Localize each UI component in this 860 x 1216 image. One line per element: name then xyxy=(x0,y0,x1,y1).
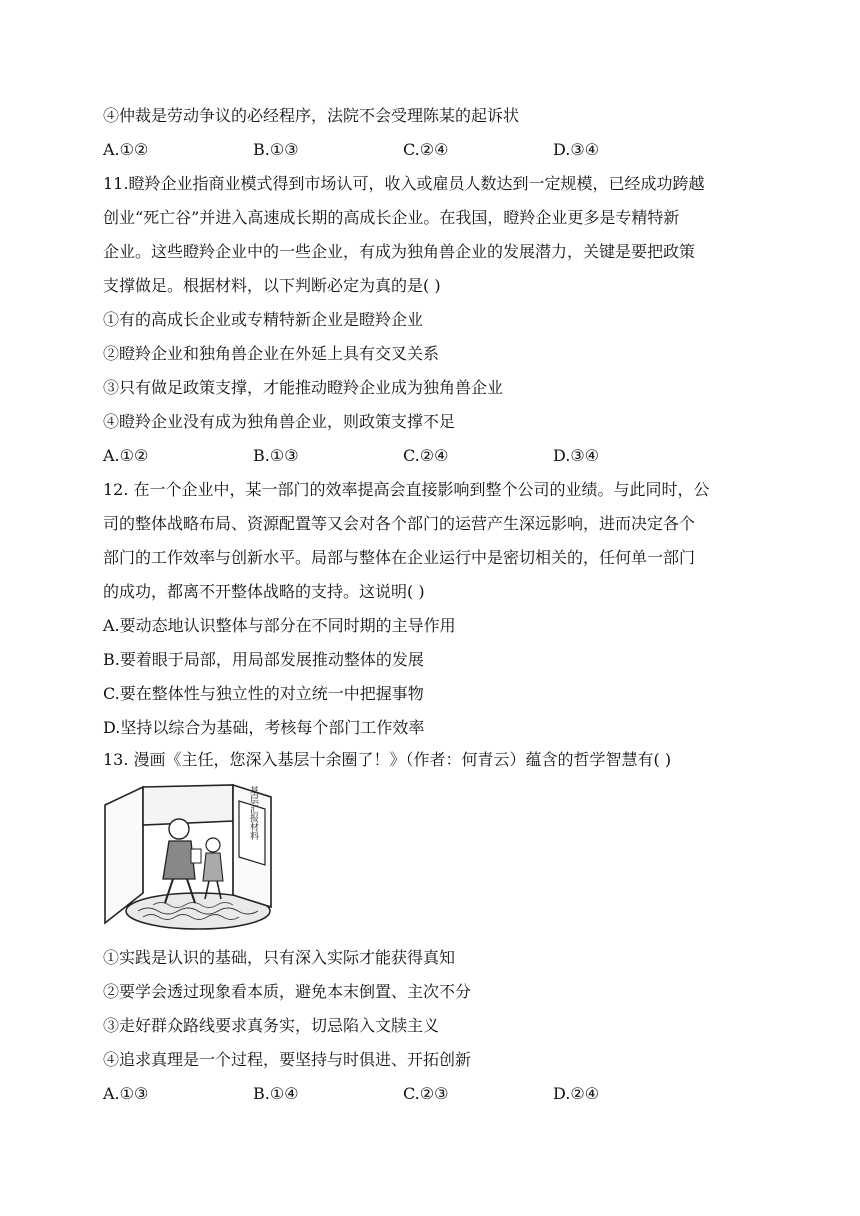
q12-choice-a: A.要动态地认识整体与部分在不同时期的主导作用 xyxy=(103,616,456,635)
cartoon-sign: 基层汇报材料 xyxy=(248,786,258,840)
option-c: C.②④ xyxy=(403,446,449,465)
prev-item-4: ④仲裁是劳动争议的必经程序，法院不会受理陈某的起诉状 xyxy=(103,106,520,125)
q11-stem-line: 11.瞪羚企业指商业模式得到市场认可，收入或雇员人数达到一定规模，已经成功跨越 xyxy=(103,174,705,193)
prev-options xyxy=(103,140,663,160)
q12-choice-c: C.要在整体性与独立性的对立统一中把握事物 xyxy=(103,684,424,703)
q13-item-2: ②要学会透过现象看本质，避免本末倒置、主次不分 xyxy=(103,982,472,1001)
q11-stem-line: 创业“死亡谷”并进入高速成长期的高成长企业。在我国，瞪羚企业更多是专精特新 xyxy=(103,208,680,227)
q13-item-4: ④追求真理是一个过程，要坚持与时俱进、开拓创新 xyxy=(103,1050,472,1069)
q12-stem-line: 的成功，都离不开整体战略的支持。这说明( ) xyxy=(103,582,425,601)
option-a: A.①③ xyxy=(103,1084,149,1103)
q13-stem: 13. 漫画《主任，您深入基层十余圈了！》（作者：何青云）蕴含的哲学智慧有( ) xyxy=(103,750,672,769)
q11-stem-line: 企业。这些瞪羚企业中的一些企业，有成为独角兽企业的发展潜力，关键是要把政策 xyxy=(103,242,696,261)
q11-stem-line: 支撑做足。根据材料，以下判断必定为真的是( ) xyxy=(103,276,441,295)
option-c: C.②④ xyxy=(403,140,449,159)
q13-options xyxy=(103,1084,663,1104)
q11-item-3: ③只有做足政策支撑，才能推动瞪羚企业成为独角兽企业 xyxy=(103,378,504,397)
option-b: B.①③ xyxy=(253,140,299,159)
option-a: A.①② xyxy=(103,446,149,465)
q11-item-2: ②瞪羚企业和独角兽企业在外延上具有交叉关系 xyxy=(103,344,440,363)
q11-options xyxy=(103,446,663,466)
option-d: D.③④ xyxy=(553,446,600,465)
option-d: D.②④ xyxy=(553,1084,600,1103)
q12-choice-b: B.要着眼于局部，用局部发展推动整体的发展 xyxy=(103,650,424,669)
q12-stem-line: 司的整体战略布局、资源配置等又会对各个部门的运营产生深远影响，进而决定各个 xyxy=(103,514,696,533)
option-d: D.③④ xyxy=(553,140,600,159)
q12-choice-d: D.坚持以综合为基础，考核每个部门工作效率 xyxy=(103,718,425,737)
option-b: B.①④ xyxy=(253,1084,299,1103)
option-c: C.②③ xyxy=(403,1084,449,1103)
option-b: B.①③ xyxy=(253,446,299,465)
q11-item-4: ④瞪羚企业没有成为独角兽企业，则政策支撑不足 xyxy=(103,412,456,431)
q13-item-1: ①实践是认识的基础，只有深入实际才能获得真知 xyxy=(103,948,456,967)
cartoon-illustration xyxy=(103,783,285,933)
q11-item-1: ①有的高成长企业或专精特新企业是瞪羚企业 xyxy=(103,310,424,329)
q13-item-3: ③走好群众路线要求真务实，切忌陷入文牍主义 xyxy=(103,1016,440,1035)
option-a: A.①② xyxy=(103,140,149,159)
q12-stem-line: 12. 在一个企业中，某一部门的效率提高会直接影响到整个公司的业绩。与此同时，公 xyxy=(103,480,710,499)
q12-stem-line: 部门的工作效率与创新水平。局部与整体在企业运行中是密切相关的，任何单一部门 xyxy=(103,548,696,567)
